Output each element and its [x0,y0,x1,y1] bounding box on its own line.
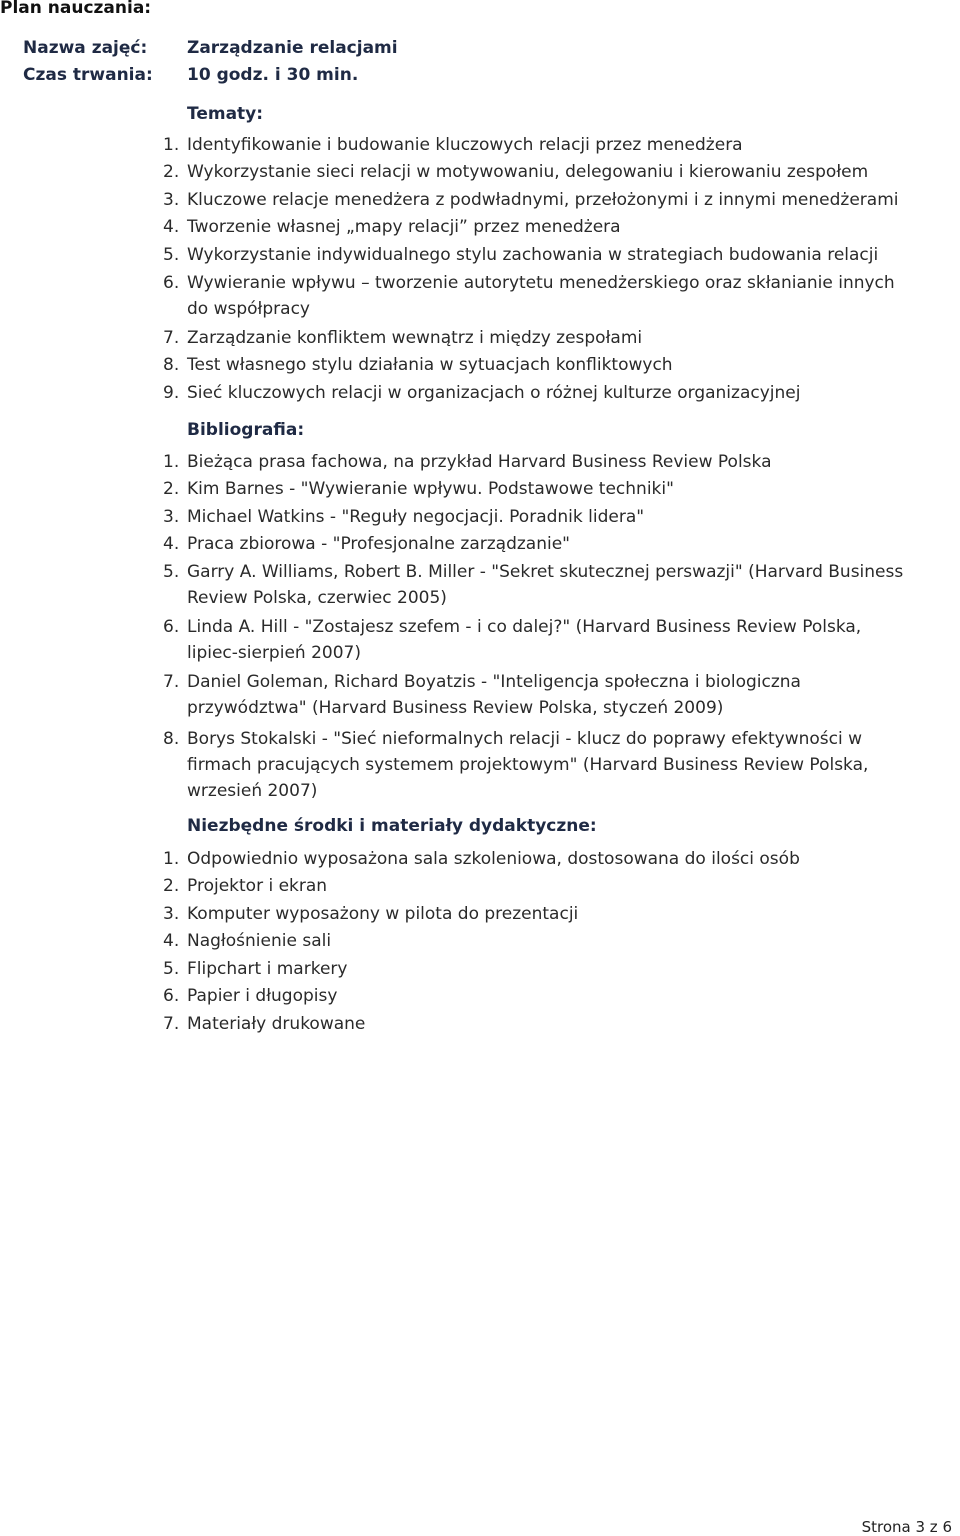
topics-item-number: 6. [163,273,180,293]
materials-item-text: Odpowiednio wyposażona sala szkoleniowa, dostosowana do ilości osób [187,849,800,869]
materials-item-number: 3. [163,904,180,924]
topics-item-number: 2. [163,162,180,182]
topics-item-number: 4. [163,217,180,237]
bibliography-item-text: Praca zbiorowa - "Profesjonalne zarządzanie" [187,534,570,554]
materials-item-text: Projektor i ekran [187,876,328,896]
materials-heading: Niezbędne środki i materiały dydaktyczne: [187,816,597,836]
page-number: Strona 3 z 6 [861,1518,952,1536]
course-name-label: Nazwa zajęć: [23,38,148,58]
topics-item-text: Wywieranie wpływu – tworzenie autorytetu menedżerskiego oraz skłanianie innych [187,273,895,293]
bibliography-item-text: przywództwa" (Harvard Business Review Polska, styczeń 2009) [187,698,724,718]
materials-item-text: Nagłośnienie sali [187,931,332,951]
bibliography-item-text: Bieżąca prasa fachowa, na przykład Harvard Business Review Polska [187,452,772,472]
bibliography-item-number: 6. [163,617,180,637]
bibliography-heading: Bibliografia: [187,420,305,440]
duration-label: Czas trwania: [23,65,153,85]
topics-item-text: Wykorzystanie sieci relacji w motywowaniu, delegowaniu i kierowaniu zespołem [187,162,869,182]
topics-heading: Tematy: [187,104,264,124]
bibliography-item-number: 3. [163,507,180,527]
bibliography-item-number: 1. [163,452,180,472]
bibliography-item-number: 2. [163,479,180,499]
bibliography-item-number: 7. [163,672,180,692]
topics-item-text: Wykorzystanie indywidualnego stylu zachowania w strategiach budowania relacji [187,245,879,265]
duration-value: 10 godz. i 30 min. [187,65,359,85]
topics-item-text: Tworzenie własnej „mapy relacji” przez menedżera [187,217,621,237]
topics-item-text: Test własnego stylu działania w sytuacjach konfliktowych [187,355,673,375]
bibliography-item-text: Kim Barnes - "Wywieranie wpływu. Podstawowe techniki" [187,479,674,499]
materials-item-text: Materiały drukowane [187,1014,366,1034]
page-title: Plan nauczania: [0,0,152,18]
materials-item-number: 6. [163,986,180,1006]
topics-item-text: Sieć kluczowych relacji w organizacjach o różnej kulturze organizacyjnej [187,383,801,403]
topics-item-number: 7. [163,328,180,348]
topics-item-number: 3. [163,190,180,210]
bibliography-item-text: Michael Watkins - "Reguły negocjacji. Poradnik lidera" [187,507,645,527]
topics-item-number: 8. [163,355,180,375]
bibliography-item-number: 5. [163,562,180,582]
materials-item-number: 5. [163,959,180,979]
bibliography-item-text: lipiec-sierpień 2007) [187,643,361,663]
topics-item-number: 5. [163,245,180,265]
bibliography-item-text: Borys Stokalski - "Sieć nieformalnych relacji - klucz do poprawy efektywności w [187,729,863,749]
bibliography-item-text: Daniel Goleman, Richard Boyatzis - "Inteligencja społeczna i biologiczna [187,672,801,692]
materials-item-number: 7. [163,1014,180,1034]
materials-item-number: 4. [163,931,180,951]
materials-item-text: Flipchart i markery [187,959,348,979]
topics-item-text: do współpracy [187,299,310,319]
topics-item-text: Identyfikowanie i budowanie kluczowych relacji przez menedżera [187,135,743,155]
bibliography-item-text: Review Polska, czerwiec 2005) [187,588,447,608]
topics-item-text: Zarządzanie konfliktem wewnątrz i między zespołami [187,328,643,348]
materials-item-text: Papier i długopisy [187,986,338,1006]
bibliography-item-text: firmach pracujących systemem projektowym" (Harvard Business Review Polska, [187,755,869,775]
materials-item-number: 1. [163,849,180,869]
bibliography-item-number: 8. [163,729,180,749]
course-name-value: Zarządzanie relacjami [187,38,398,58]
materials-item-text: Komputer wyposażony w pilota do prezentacji [187,904,579,924]
topics-item-number: 9. [163,383,180,403]
bibliography-item-text: wrzesień 2007) [187,781,318,801]
bibliography-item-number: 4. [163,534,180,554]
materials-item-number: 2. [163,876,180,896]
topics-item-text: Kluczowe relacje menedżera z podwładnymi, przełożonymi i z innymi menedżerami [187,190,899,210]
bibliography-item-text: Garry A. Williams, Robert B. Miller - "Sekret skutecznej perswazji" (Harvard Business [187,562,904,582]
topics-item-number: 1. [163,135,180,155]
bibliography-item-text: Linda A. Hill - "Zostajesz szefem - i co dalej?" (Harvard Business Review Polska, [187,617,862,637]
